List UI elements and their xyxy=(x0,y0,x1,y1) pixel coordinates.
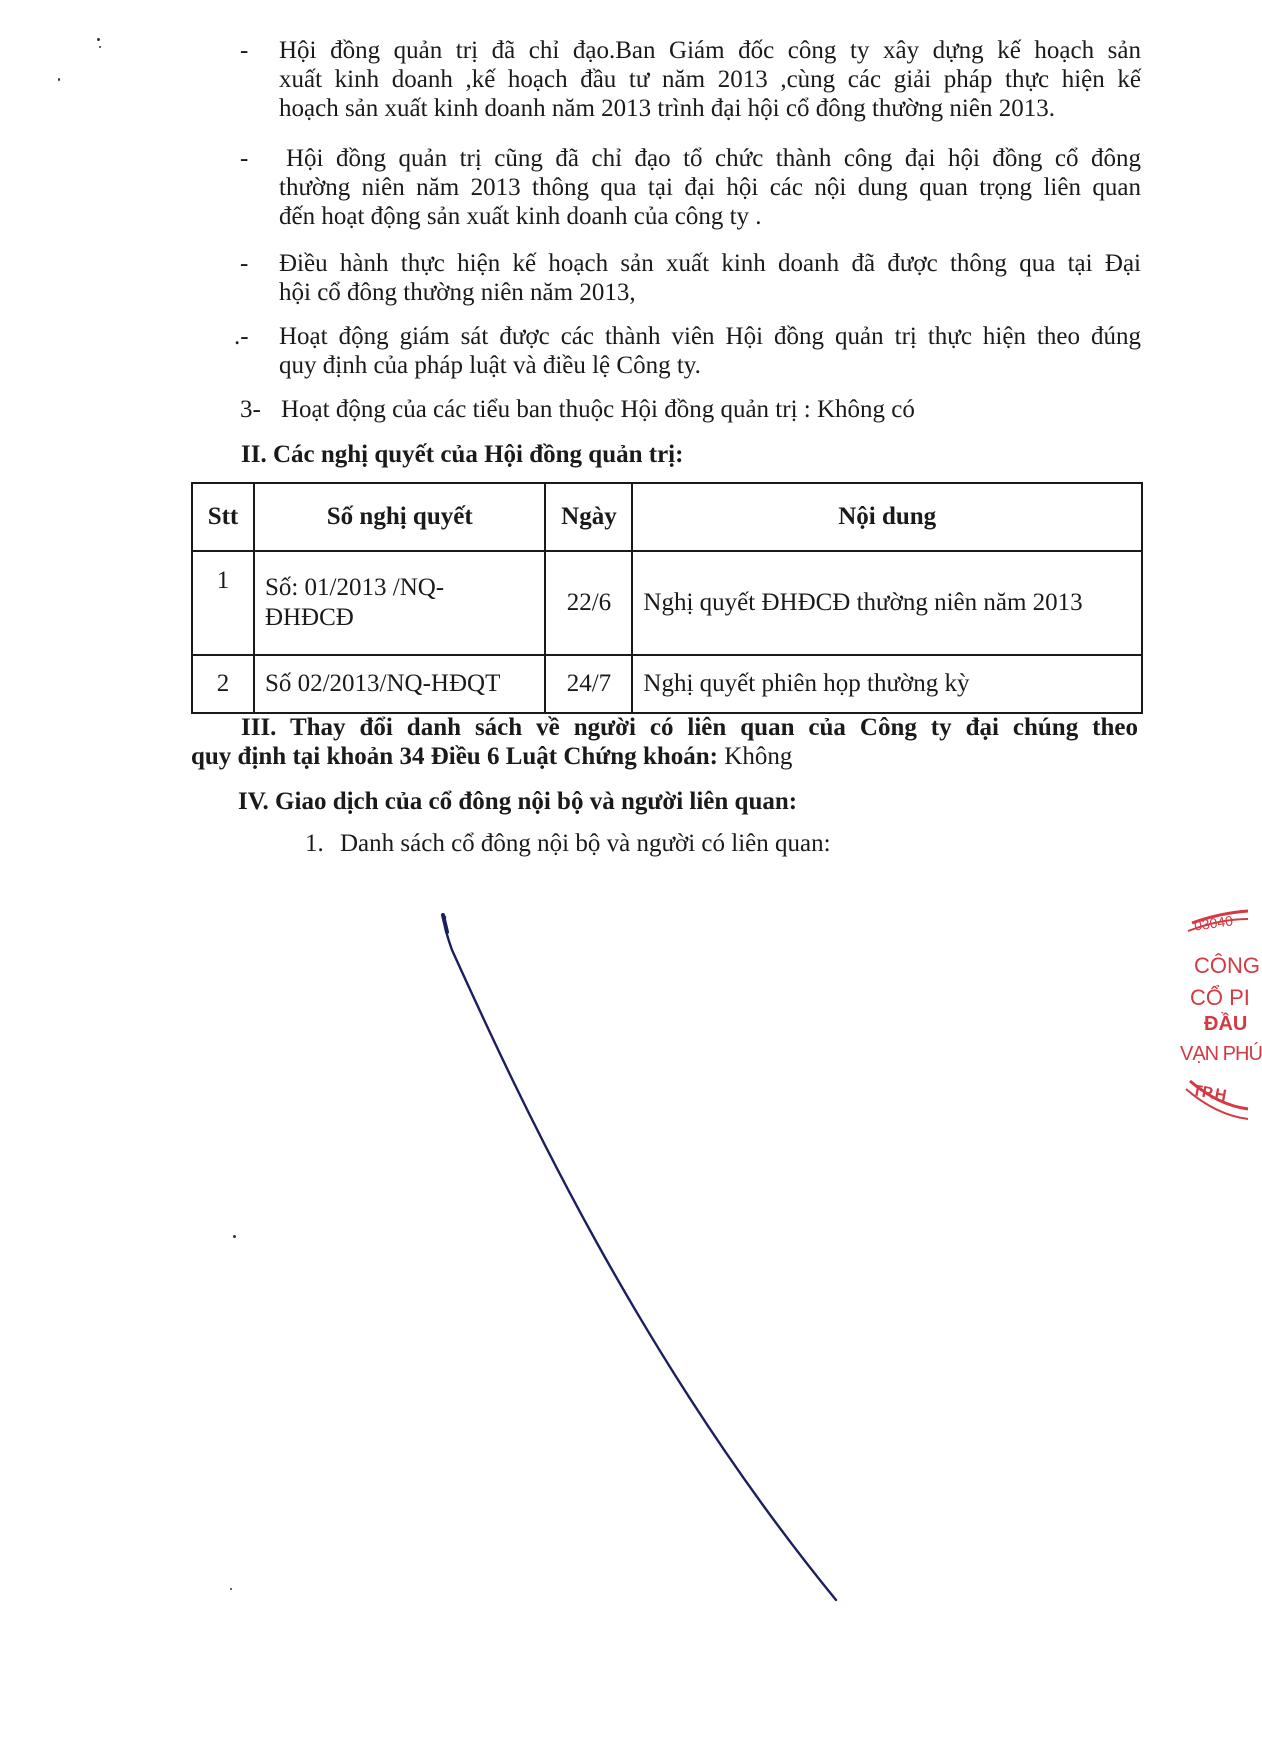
header-stt: Stt xyxy=(192,483,254,551)
header-so-nghi-quyet: Số nghị quyết xyxy=(254,483,546,551)
text-line: Hội đồng quản trị cũng đã chỉ đạo tổ chức thành công đại hội đồng cổ đông xyxy=(286,145,1141,172)
text-line: xuất kinh doanh ,kế hoạch đầu tư năm 2013 ,cùng các giải pháp thực hiện kế xyxy=(279,66,1141,93)
company-stamp xyxy=(1180,905,1262,1125)
item-3-marker: 3- xyxy=(240,396,261,423)
header-noi-dung: Nội dung xyxy=(632,483,1142,551)
section-4-item-1-text: Danh sách cổ đông nội bộ và người có liên quan: xyxy=(340,830,831,857)
stamp-line: ĐẦU xyxy=(1204,1013,1248,1035)
section-3-line-2-answer: Không xyxy=(718,743,793,770)
section-3-line-2-bold: quy định tại khoản 34 Điều 6 Luật Chứng khoán: xyxy=(191,743,719,770)
cell-stt: 1 xyxy=(192,551,254,655)
item-3-text: Hoạt động của các tiểu ban thuộc Hội đồng quản trị : Không có xyxy=(281,396,915,423)
bullet-marker: - xyxy=(240,250,249,277)
text-line: hội cổ đông thường niên năm 2013, xyxy=(279,279,636,306)
text-line: Điều hành thực hiện kế hoạch sản xuất kinh doanh đã được thông qua tại Đại xyxy=(279,250,1141,277)
stamp-line: TP.H xyxy=(1190,1082,1228,1105)
bullet-marker: .- xyxy=(234,323,249,350)
section-4-item-1-marker: 1. xyxy=(305,830,324,857)
bullet-marker: - xyxy=(240,37,249,64)
stamp-line: 03040 xyxy=(1193,912,1234,934)
header-ngay: Ngày xyxy=(545,483,632,551)
cell-ngay: 22/6 xyxy=(545,551,632,655)
section-2-title: II. Các nghị quyết của Hội đồng quản trị: xyxy=(241,441,684,468)
stamp-line: CÔNG xyxy=(1194,953,1260,978)
cell-stt: 2 xyxy=(192,655,254,713)
stamp-line: VẠN PHÚ xyxy=(1180,1043,1262,1065)
text-line: đến hoạt động sản xuất kinh doanh của công ty . xyxy=(279,203,762,230)
text-line: Hoạt động giám sát được các thành viên Hội đồng quản trị thực hiện theo đúng xyxy=(279,323,1141,350)
section-3-line-1: III. Thay đổi danh sách về người có liên quan của Công ty đại chúng theo xyxy=(241,714,1138,741)
bullet-marker: - xyxy=(240,145,249,172)
cell-noi-dung: Nghị quyết ĐHĐCĐ thường niên năm 2013 xyxy=(632,551,1142,655)
text-line: hoạch sản xuất kinh doanh năm 2013 trình đại hội cổ đông thường niên 2013. xyxy=(279,95,1055,122)
cell-so: Số 02/2013/NQ-HĐQT xyxy=(254,655,546,713)
cell-noi-dung: Nghị quyết phiên họp thường kỳ xyxy=(632,655,1142,713)
cell-so: Số: 01/2013 /NQ-ĐHĐCĐ xyxy=(254,551,546,655)
text-line: thường niên năm 2013 thông qua tại đại hội các nội dung quan trọng liên quan xyxy=(279,174,1141,201)
text-line: Hội đồng quản trị đã chỉ đạo.Ban Giám đốc công ty xây dựng kế hoạch sản xyxy=(279,37,1141,64)
text-line: quy định của pháp luật và điều lệ Công ty. xyxy=(279,352,701,379)
cell-ngay: 24/7 xyxy=(545,655,632,713)
stamp-line: CỔ PI xyxy=(1190,985,1250,1010)
section-4-title: IV. Giao dịch của cổ đông nội bộ và người liên quan: xyxy=(238,788,798,815)
